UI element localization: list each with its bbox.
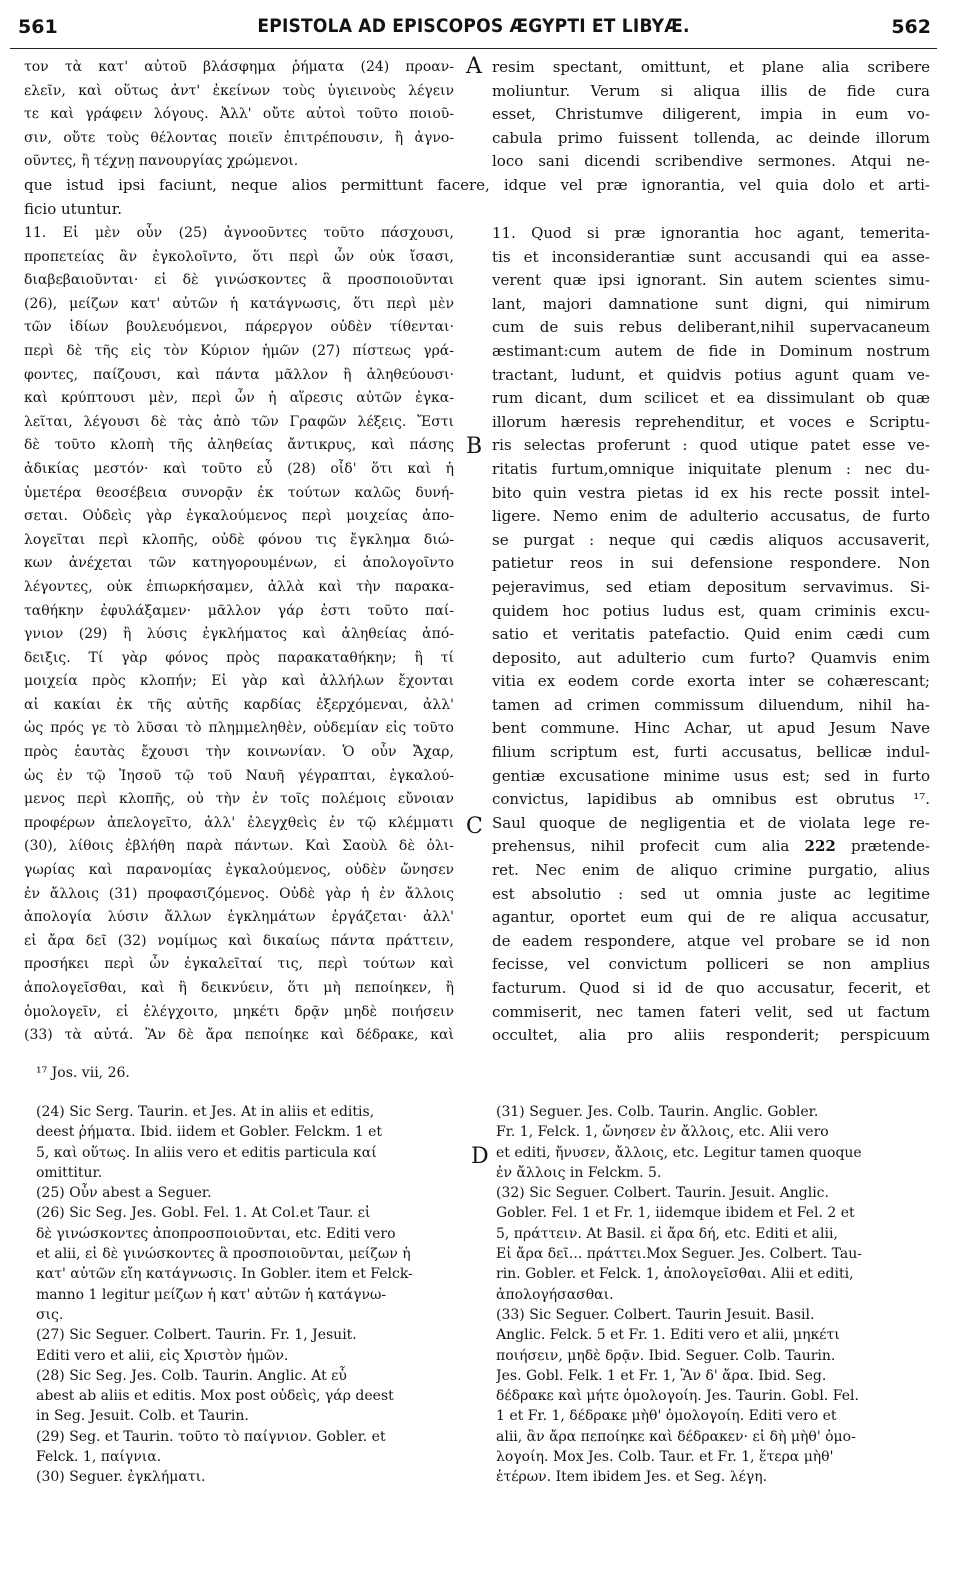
latin-line: filium scriptum est, furti accusatus, bellicæ indul- [492, 743, 930, 762]
latin-line: pejeravimus, sed etiam depositum servavimus. Si- [492, 577, 930, 596]
latin-line: fecisse, vel convictum polliceri se non amplius [492, 955, 930, 974]
greek-line: ἐν ἄλλοις (31) προφασιζόμενος. Οὐδὲ γὰρ ἡ ἐν ἄλλοις [24, 885, 454, 902]
note-line: Εἰ ἄρα δεῖ... πράττει.Mox Seguer. Jes. Colbert. Tau- [496, 1246, 863, 1263]
greek-line: λογεῖται περὶ κλοπῆς, οὐδὲ φόνου τις ἔγκλημα διώ- [24, 531, 454, 548]
greek-line: ελεῖν, καὶ οὕτως ἀντ' ἐκείνων τοὺς ὑγιεινοὺς λέγειν [24, 82, 454, 99]
latin-line: verent quæ ipsi ignorant. Sin autem scientes simu- [492, 271, 930, 290]
latin-line: ris selectas proferunt : quod utique patet esse ve- [492, 436, 930, 455]
greek-line: προφέρων ἀπελογεῖτο, ἀλλ' ἐλεγχθεὶς ἐν τῷ κλέμματι [24, 814, 454, 831]
latin-line: resim spectant, omittunt, et plane alia scribere [492, 58, 930, 76]
greek-line: πρὸς ἑαυτὰς ἔχουσι τὴν κοινωνίαν. Ὁ οὖν Ἄχαρ, [24, 744, 454, 761]
note-line: Anglic. Felck. 5 et Fr. 1. Editi vero et alii, μηκέτι [496, 1327, 840, 1344]
greek-column-top [24, 56, 454, 174]
greek-line: σιν, οὔτε τοὺς θέλοντας ποιεῖν ἐπιτρέπουσιν, ἢ ἀγνο- [24, 129, 454, 146]
margin-marker-d: D [471, 1144, 489, 1169]
latin-line: se purgat : neque qui cædis aliquos accusaverit, [492, 530, 930, 549]
greek-line: ἀδικίας μεστόν· καὶ τοῦτο εὖ (28) οἶδ' ὅτι καὶ ἡ [24, 460, 454, 477]
note-line: (26) Sic Seg. Jes. Gobl. Fel. 1. At Col.et Taur. εἰ [36, 1205, 371, 1222]
note-line: Jes. Gobl. Felk. 1 et Fr. 1, Ἂν δ' ἄρα. Ibid. Seg. [496, 1367, 827, 1384]
note-line: (30) Seguer. ἐγκλήματι. [36, 1469, 206, 1486]
note-line: in Seg. Jesuit. Colb. et Taurin. [36, 1408, 249, 1425]
note-line: (32) Sic Seguer. Colbert. Taurin. Jesuit. Anglic. [496, 1185, 829, 1202]
margin-marker-c: C [466, 814, 483, 839]
note-line: Felck. 1, παίγνια. [36, 1449, 162, 1466]
greek-line: σεται. Οὐδεὶς γὰρ ἐγκαλούμενος περὶ μοιχείας ἀπο- [24, 508, 454, 525]
latin-line: tis et inconsiderantiæ sunt accusandi qui ea asse- [492, 247, 930, 266]
note-line: alii, ἂν ἄρα πεποίηκε καὶ δέδρακεν· εἰ δὴ μὴθ' ὁμο- [496, 1428, 856, 1445]
latin-line: rum dicant, dum scilicet et ea dissimulant ob quæ [492, 389, 930, 408]
latin-line: gentiæ excusatione minime usus est; sed in furto [492, 766, 930, 785]
greek-line: φοντες, παίζουσι, καὶ πάντα μᾶλλον ἢ ἀληθεύουσι· [24, 366, 454, 383]
latin-line: agantur, oportet eum qui de re aliqua accusatur, [492, 908, 930, 927]
note-line: Editi vero et alii, εἰς Χριστὸν ἡμῶν. [36, 1347, 289, 1364]
note-line: Fr. 1, Felck. 1, ὤνησεν ἐν ἄλλοις, etc. Alii vero [496, 1124, 829, 1141]
note-line: Gobler. Fel. 1 et Fr. 1, iidemque ibidem et Fel. 2 et [496, 1205, 855, 1222]
latin-line: loco sani dicendi scribendive sermones. Atqui ne- [492, 152, 930, 171]
running-header [10, 14, 937, 49]
latin-line: lant, majori damnatione sunt digni, qui nimirum [492, 294, 930, 313]
latin-line: satio et veritatis patefactio. Quid enim cædi cum [492, 625, 930, 644]
margin-marker-a: A [466, 54, 482, 79]
note-line: δέδρακε καὶ μήτε ὁμολογοίη. Jes. Taurin. Gobl. Fel. [496, 1388, 859, 1405]
greek-line: αἱ κακίαι ἐκ τῆς αὐτῆς καρδίας ἐξερχόμεναι, ἀλλ' [24, 696, 454, 713]
greek-line: (33) τὰ αὐτά. Ἂν δὲ ἄρα πεποίηκε καὶ δέδρακε, καὶ [24, 1027, 454, 1044]
latin-line: ret. Nec enim de aliquo crimine purgatio, alius [492, 861, 930, 880]
latin-line: commiserit, nec tamen fateri velit, sed ut factum [492, 1002, 930, 1021]
greek-line: περὶ δὲ τῆς εἰς τὸν Κύριον ἡμῶν (27) πίστεως γρά- [24, 342, 454, 359]
greek-line: (26), μείζων κατ' αὐτῶν ἡ κατάγνωσις, ὅτι περὶ μὲν [24, 295, 454, 312]
note-line: et editi, ἤνυσεν, ἄλλοις, etc. Legitur tamen quoque [496, 1144, 862, 1161]
note-line: manno 1 legitur μείζων ἡ κατ' αὐτῶν ἡ κατάγνω- [36, 1286, 387, 1303]
greek-line: (30), λίθοις ἐβλήθη παρὰ πάντων. Καὶ Σαοὺλ δὲ ὀλι- [24, 838, 454, 855]
greek-line: γνιον (29) ἢ λύσις ἐγκλήματος καὶ ἀληθείας ἀπό- [24, 626, 454, 643]
latin-full-line: ficio utuntur. [24, 199, 122, 218]
greek-line: μοιχεία πρὸς κλοπήν; Εἰ γὰρ καὶ ἀλλήλων ἔχονται [24, 673, 454, 690]
greek-line: δὲ τοῦτο κλοπὴ τῆς ἀληθείας ἄντικρυς, καὶ πάσης [24, 437, 454, 454]
page-number-left: 561 [18, 16, 58, 38]
note-line: 5, καὶ οὕτως. In aliis vero et editis particula καί [36, 1144, 377, 1161]
latin-line: prehensus, nihil profecit cum alia 222 prætende- [492, 837, 930, 856]
note-line: 5, πράττειν. At Basil. εἰ ἄρα δή, etc. Editi et alii, [496, 1225, 838, 1242]
latin-line: ritatis furtum,omnique iniquitate plenum : nec du- [492, 459, 930, 478]
note-line: 1 et Fr. 1, δέδρακε μὴθ' ὁμολογοίη. Editi vero et [496, 1408, 837, 1425]
greek-column-main [24, 222, 454, 1048]
latin-line: esset, Christumve diligerent, impia in eum vo- [492, 105, 930, 124]
latin-column-top [492, 56, 930, 174]
latin-line: Saul quoque de negligentia et de violata lege re- [492, 813, 930, 832]
greek-line: τε καὶ γράφειν λόγους. Ἀλλ' οὔτε αὐτοὶ τοῦτο ποιοῦ- [24, 106, 454, 123]
note-line: σις. [36, 1306, 64, 1323]
note-line: (24) Sic Serg. Taurin. et Jes. At in aliis et editis, [36, 1104, 375, 1120]
scripture-reference-note [36, 1063, 436, 1083]
latin-line: æstimant:cum autem de fide in Dominum nostrum [492, 341, 930, 360]
latin-line: bent commune. Hinc Achar, ut apud Jesum Nave [492, 719, 930, 738]
note-line: omittitur. [36, 1164, 103, 1181]
latin-line: tractant, ludunt, et quidvis potius agunt quam ve- [492, 365, 930, 384]
note-line: λογοίη. Mox Jes. Colb. Taur. et Fr. 1, ἕτερα μὴθ' [496, 1449, 834, 1466]
note-line: (27) Sic Seguer. Colbert. Taurin. Fr. 1, Jesuit. [36, 1327, 357, 1344]
critical-notes-right [496, 1102, 932, 1488]
note-line: κατ' αὐτῶν εἴη κατάγνωσις. In Gobler. item et Felck- [36, 1266, 413, 1283]
greek-line: μενος περὶ κλοπῆς, οὐ τὴν ἐν τοῖς πολέμοις εὔνοιαν [24, 791, 454, 808]
latin-line: bito quin vestra pietas id ex his recte possit intel- [492, 483, 930, 502]
greek-line: οῦντες, ἢ τέχνῃ πανουργίας χρώμενοι. [24, 153, 299, 170]
greek-line: διαβεβαιοῦνται· εἰ δὲ γινώσκοντες ἃ προσποιοῦνται [24, 272, 454, 289]
greek-line: ὁμολογεῖν, εἰ ἐλέγχοιτο, μηκέτι δρᾷν μηδὲ ποιήσειν [24, 1003, 454, 1020]
greek-line: ἀπολογεῖσθαι, καὶ ἢ δεικνύειν, ὅτι μὴ πεποίηκεν, ἢ [24, 980, 454, 996]
greek-line: ὡς ἐν τῷ Ἰησοῦ τῷ τοῦ Ναυῆ γέγραπται, ἐγκαλού- [24, 767, 454, 784]
note-line: (28) Sic Seg. Jes. Colb. Taurin. Anglic. At εὖ [36, 1367, 347, 1384]
note-line: deest ῥήματα. Ibid. iidem et Gobler. Felckm. 1 et [36, 1124, 383, 1141]
note-line: et alii, εἰ δὲ γινώσκοντες ἃ προσποιοῦνται, μείζων ἡ [36, 1246, 411, 1263]
latin-line: tamen ad crimen commissum diluendum, nihil ha- [492, 695, 930, 714]
greek-line: προπετείας ἂν ἐγκολοῖντο, ὅτι περὶ ὧν οὐκ ἴσασι, [24, 248, 454, 265]
folio-marker: 222 [804, 837, 836, 856]
greek-line: ὑμετέρα θεοσέβεια συνορᾷν ἐκ τούτων καλῶς δυνή- [24, 484, 454, 501]
note-line: (33) Sic Seguer. Colbert. Taurin Jesuit. Basil. [496, 1306, 815, 1323]
greek-line: τον τὰ κατ' αὐτοῦ βλάσφημα ῥήματα (24) προαν- [24, 59, 454, 75]
latin-line: cabula primo fuissent tollenda, ac deinde illorum [492, 128, 930, 147]
greek-line: λέγοντες, οὐκ ἐπιωρκήσαμεν, ἀλλὰ καὶ τὴν παρακα- [24, 578, 454, 595]
margin-marker-b: B [466, 434, 483, 459]
greek-line: καὶ κρύπτουσι μὲν, περὶ ὧν ἡ αἵρεσις αὐτῶν ἐγκα- [24, 390, 454, 407]
latin-line: facturum. Quod si id de quo accusatur, fecerit, et [492, 979, 930, 997]
greek-line: ἀπολογία λύσιν ἄλλων ἐγκλημάτων ἐργάζεται· ἀλλ' [24, 909, 454, 926]
latin-line: de eadem respondere, atque vel probare se id non [492, 931, 930, 950]
latin-line: occultet, alia pro aliis responderit; perspicuum [492, 1026, 930, 1045]
note-line: (25) Οὖν abest a Seguer. [36, 1185, 212, 1202]
running-title: EPISTOLA AD EPISCOPOS ÆGYPTI ET LIBYÆ. [257, 15, 690, 37]
note-line: rin. Gobler. et Felck. 1, ἀπολογεῖσθαι. Alii et editi, [496, 1266, 854, 1283]
note-line: ἑτέρων. Item ibidem Jes. et Seg. λέγη. [496, 1469, 768, 1486]
greek-line: κων ἀνέχεται τῶν κατηγορουμένων, εἰ ἀπολογοῖντο [24, 555, 454, 572]
note-line: ἀπολογήσασθαι. [496, 1286, 614, 1303]
greek-line: εἰ ἄρα δεῖ (32) νομίμως καὶ δικαίως πάντα πράττειν, [24, 932, 454, 949]
latin-line: convictus, lapidibus ab omnibus est obrutus ¹⁷. [492, 790, 930, 809]
greek-line: γωρίας καὶ παρανομίας ἐγκαλούμενος, οὐδὲν ὤνησεν [24, 862, 454, 879]
reference-note-text: ¹⁷ Jos. vii, 26. [36, 1065, 130, 1081]
note-line: ἐν ἄλλοις in Felckm. 5. [496, 1164, 662, 1181]
greek-line: τῶν ἰδίων βουλευόμενοι, πάρεργον οὐδὲν τίθενται· [24, 319, 454, 336]
note-line: ποιήσειν, μηδὲ δρᾷν. Ibid. Seguer. Colb. Taurin. [496, 1347, 836, 1364]
latin-line: illorum hæresis reprehenditur, et voces e Scriptu- [492, 412, 930, 431]
latin-line: quidem hoc potius ludus est, quam criminis excu- [492, 601, 930, 620]
note-line: δὲ γινώσκοντες ἀποπροσποιοῦνται, etc. Editi vero [36, 1225, 396, 1242]
greek-line: 11. Εἰ μὲν οὖν (25) ἀγνοοῦντες τοῦτο πάσχουσι, [24, 225, 454, 241]
greek-line: λεῖται, λέγουσι δὲ τὰς ἀπὸ τῶν Γραφῶν λέξεις. Ἔστι [24, 413, 454, 430]
greek-line: ὡς πρός γε τὸ λῦσαι τὸ πλημμεληθὲν, οὐδεμίαν εἰς τοῦτο [24, 720, 454, 737]
page-number-right: 562 [891, 16, 931, 38]
latin-line: 11. Quod si præ ignorantia hoc agant, temerita- [492, 224, 930, 242]
critical-notes-left [36, 1102, 466, 1488]
latin-line: patietur reos in sui defensione respondere. Non [492, 554, 930, 573]
greek-line: ταθήκην ἐφυλάξαμεν· μᾶλλον γάρ ἐστι τοῦτο παί- [24, 602, 454, 619]
latin-line: moliuntur. Verum si aliqua illis de fide cura [492, 81, 930, 100]
note-line: (31) Seguer. Jes. Colb. Taurin. Anglic. Gobler. [496, 1104, 819, 1120]
latin-line: est absolutio : sed ut omnia juste ac legitime [492, 884, 930, 903]
greek-line: προσήκει περὶ ὧν ἐγκαλεῖταί τις, περὶ τούτων καὶ [24, 956, 454, 973]
latin-line: vitia ex eodem corde exorta inter se cohærescant; [492, 672, 930, 691]
greek-line: δειξις. Τί γὰρ φόνος πρὸς παρακαταθήκην; ἢ τί [24, 649, 454, 666]
note-line: abest ab aliis et editis. Mox post οὐδεὶς, γάρ deest [36, 1388, 394, 1405]
latin-line: deposito, aut adulterio cum furto? Quamvis enim [492, 648, 930, 667]
latin-full-line: que istud ipsi faciunt, neque alios permittunt facere, idque vel præ ignorantia, vel quia dolo et arti- [24, 176, 930, 194]
full-width-latin [24, 174, 930, 221]
latin-line: cum de suis rebus deliberant,nihil supervacaneum [492, 318, 930, 337]
latin-column-main [492, 222, 930, 1048]
latin-line: ligere. Nemo enim de adulterio accusatus, de furto [492, 507, 930, 526]
note-line: (29) Seg. et Taurin. τοῦτο τὸ παίγνιον. Gobler. et [36, 1428, 386, 1445]
